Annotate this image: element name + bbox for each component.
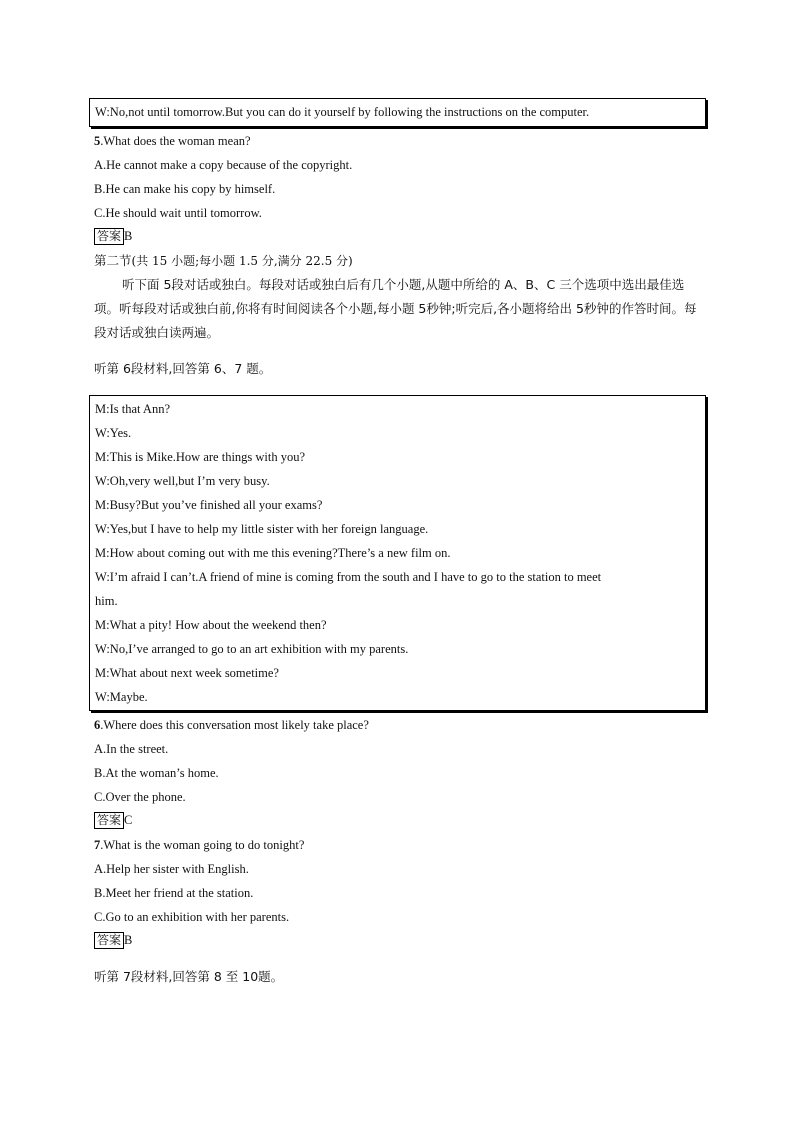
question-5 — [94, 133, 251, 149]
answer-value: B — [124, 933, 133, 947]
dialogue-line: W:Maybe. — [95, 690, 148, 704]
dialogue-line: W:Yes. — [95, 426, 132, 440]
dialogue-line: W:No,not until tomorrow.But you can do it yourself by following the instructions on the computer. — [95, 105, 590, 119]
material-6-intro: 听第 6段材料,回答第 6、7 题。 — [94, 361, 272, 376]
option-a: A.In the street. — [94, 742, 169, 756]
option-a: A.Help her sister with English. — [94, 862, 249, 876]
option-b: B.He can make his copy by himself. — [94, 182, 276, 196]
question-7 — [94, 837, 304, 853]
dialogue-line: M:Is that Ann? — [95, 402, 170, 416]
question-text: .What does the woman mean? — [100, 134, 251, 148]
question-6 — [94, 717, 369, 733]
dialogue-line: M:How about coming out with me this evening?There’s a new film on. — [95, 546, 451, 560]
answer-label: 答案 — [94, 228, 124, 245]
question-text: .What is the woman going to do tonight? — [100, 838, 305, 852]
section-title: 第二节 — [94, 253, 132, 268]
option-b: B.Meet her friend at the station. — [94, 886, 254, 900]
dialogue-line: W:I’m afraid I can’t.A friend of mine is coming from the south and I have to go to the station to meet — [95, 570, 602, 584]
dialogue-line: M:What a pity! How about the weekend then? — [95, 618, 327, 632]
dialogue-line: W:Yes,but I have to help my little sister with her foreign language. — [95, 522, 429, 536]
option-a: A.He cannot make a copy because of the copyright. — [94, 158, 353, 172]
dialogue-line: W:No,I’ve arranged to go to an art exhibition with my parents. — [95, 642, 409, 656]
dialogue-line: W:Oh,very well,but I’m very busy. — [95, 474, 270, 488]
answer-value: B — [124, 229, 133, 243]
answer-value: C — [124, 813, 133, 827]
dialogue-line: M:Busy?But you’ve finished all your exams? — [95, 498, 323, 512]
section-instructions: 听下面 5段对话或独白。每段对话或独白后有几个小题,从题中所给的 A、B、C 三个选项中选出最佳选项。听每段对话或独白前,你将有时间阅读各个小题,每小题 5秒钟;听完后,各小题将给出 5秒钟的作答时间。每段对话或独白读两遍。 — [94, 277, 697, 340]
answer-row — [94, 932, 132, 949]
option-b: B.At the woman’s home. — [94, 766, 219, 780]
dialogue-line: him. — [95, 594, 118, 608]
dialogue-box-top — [89, 98, 706, 127]
question-number: 6 — [94, 718, 101, 732]
option-c: C.He should wait until tomorrow. — [94, 206, 262, 220]
section-heading — [94, 253, 353, 269]
answer-row — [94, 228, 132, 245]
dialogue-box-material-6 — [89, 395, 706, 711]
question-text: .Where does this conversation most likely take place? — [100, 718, 369, 732]
option-c: C.Over the phone. — [94, 790, 186, 804]
material-7-intro: 听第 7段材料,回答第 8 至 10题。 — [94, 969, 284, 984]
dialogue-line: M:What about next week sometime? — [95, 666, 279, 680]
answer-label: 答案 — [94, 932, 124, 949]
option-c: C.Go to an exhibition with her parents. — [94, 910, 290, 924]
question-number: 5 — [94, 134, 101, 148]
section-note: (共 15 小题;每小题 1.5 分,满分 22.5 分) — [131, 254, 353, 268]
question-number: 7 — [94, 838, 101, 852]
answer-row — [94, 812, 132, 829]
dialogue-line: M:This is Mike.How are things with you? — [95, 450, 306, 464]
answer-label: 答案 — [94, 812, 124, 829]
